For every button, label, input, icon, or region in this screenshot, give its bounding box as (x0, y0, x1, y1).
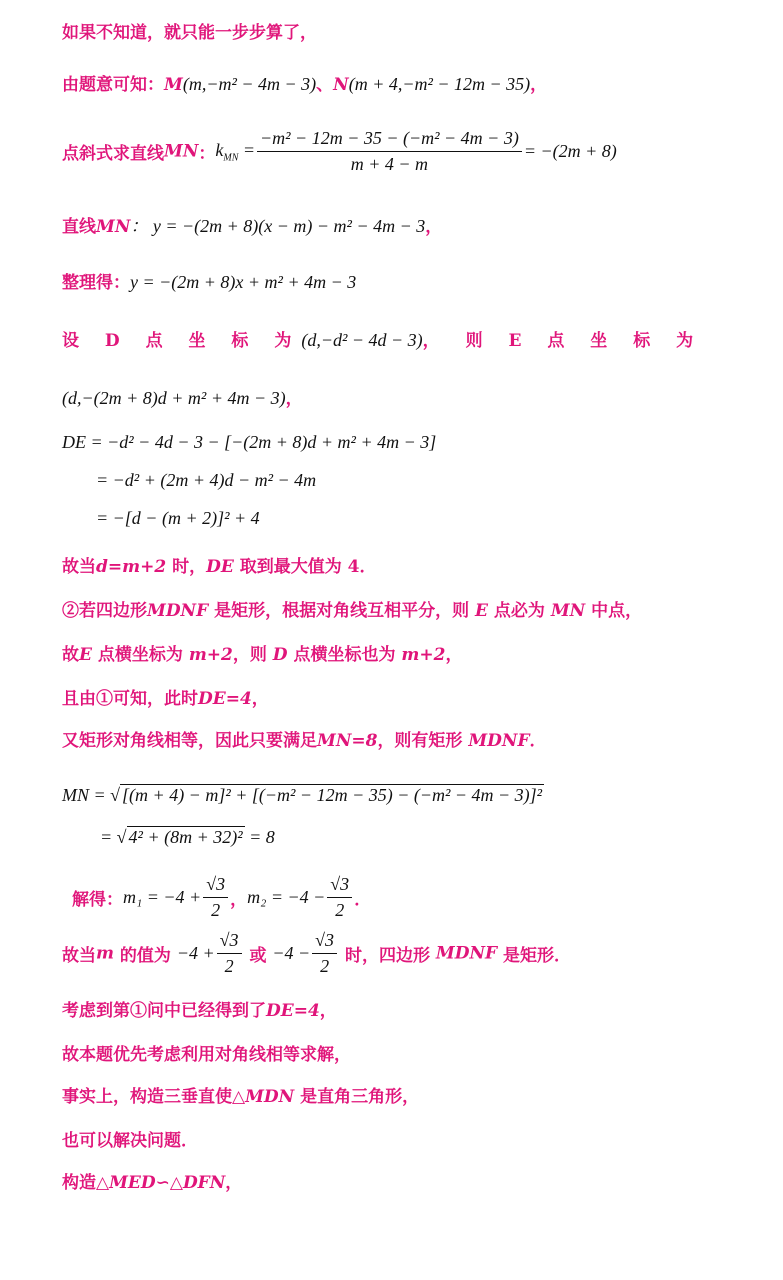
rect-line: ②若四边形MDNF 是矩形，根据对角线互相平分，则 E 点必为 MN 中点， (62, 601, 643, 621)
point-e-line: (d,−(2m + 8)d + m² + 4m − 3)， (62, 388, 303, 409)
de-eq-3: = −[d − (m + 2)]² + 4 (96, 508, 260, 528)
de-eq-2: = −d² + (2m + 4)d − m² − 4m (96, 470, 317, 490)
de4-line: 且由①可知，此时DE=4， (62, 689, 269, 709)
conclusion-line: 故当m 的值为 −4 + $\frac{√3}{2}$ 或 −4 − $\frac{√3}{2}$ 时，四边形 MDNF 是矩形． (62, 930, 571, 976)
sqrt3-fraction-2: $\frac{√3}{2}$ (327, 874, 352, 921)
max-line: 故当d=m+2 时，DE 取到最大值为 4． (62, 557, 377, 577)
priority-line: 故本题优先考虑利用对角线相等求解， (62, 1045, 351, 1065)
abscissa-line: 故E 点横坐标为 m+2，则 D 点横坐标也为 m+2， (62, 645, 463, 665)
line-mn: 直线MN： y = −(2m + 8)(x − m) − m² − 4m − 3， (62, 216, 443, 237)
sqrt3-fraction-1: $\frac{√3}{2}$ (203, 874, 228, 921)
solution-line: 解得：m₁ = −4 + $\frac{√3}{2}$ ，m₂ = −4 − $\frac{√3}{2}$ ． (72, 874, 372, 920)
consider-line: 考虑到第①问中已经得到了DE=4， (62, 1001, 337, 1021)
text-line-2: 由题意可知：M(m,−m² − 4m − 3)、N(m + 4,−m² − 12m − 35)， (62, 74, 548, 95)
three-perp-line: 事实上，构造三垂直使△MDN 是直角三角形， (62, 1087, 420, 1107)
slope-fraction: $\frac{\text{−m² − 12m − 35 − (−m² − 4m − 3)}}{m + 4 - m}$ (257, 128, 522, 175)
diag-line: 又矩形对角线相等，因此只要满足MN=8，则有矩形 MDNF． (62, 731, 547, 751)
mn-eq-2: = √ 4² + (8m + 32)² = 8 (100, 827, 275, 847)
simplify-line: 整理得：y = −(2m + 8)x + m² + 4m − 3 (62, 272, 357, 293)
point-d-line: 设 D 点 坐 标 为(d,−d² − 4d − 3)， 则 E 点 坐 标 为 (62, 330, 704, 351)
de-eq-1: DE = −d² − 4d − 3 − [−(2m + 8)d + m² + 4m − 3] (62, 432, 437, 452)
slope-line: 点斜式求直线MN：$k_{MN}$ = $\frac{\text{−m² − 12m − 35 − (−m² − 4m − 3)}}{m + 4 - m}$ = −(2m + 8) (62, 128, 617, 174)
text-line-1: 如果不知道，就只能一步步算了， (62, 23, 317, 43)
similar-line: 构造△MED∽△DFN， (62, 1173, 243, 1193)
mn-eq-1: MN = √ [(m + 4) − m]² + [(−m² − 12m − 35) − (−m² − 4m − 3)]² (62, 785, 543, 805)
solve-line: 也可以解决问题． (62, 1131, 198, 1151)
